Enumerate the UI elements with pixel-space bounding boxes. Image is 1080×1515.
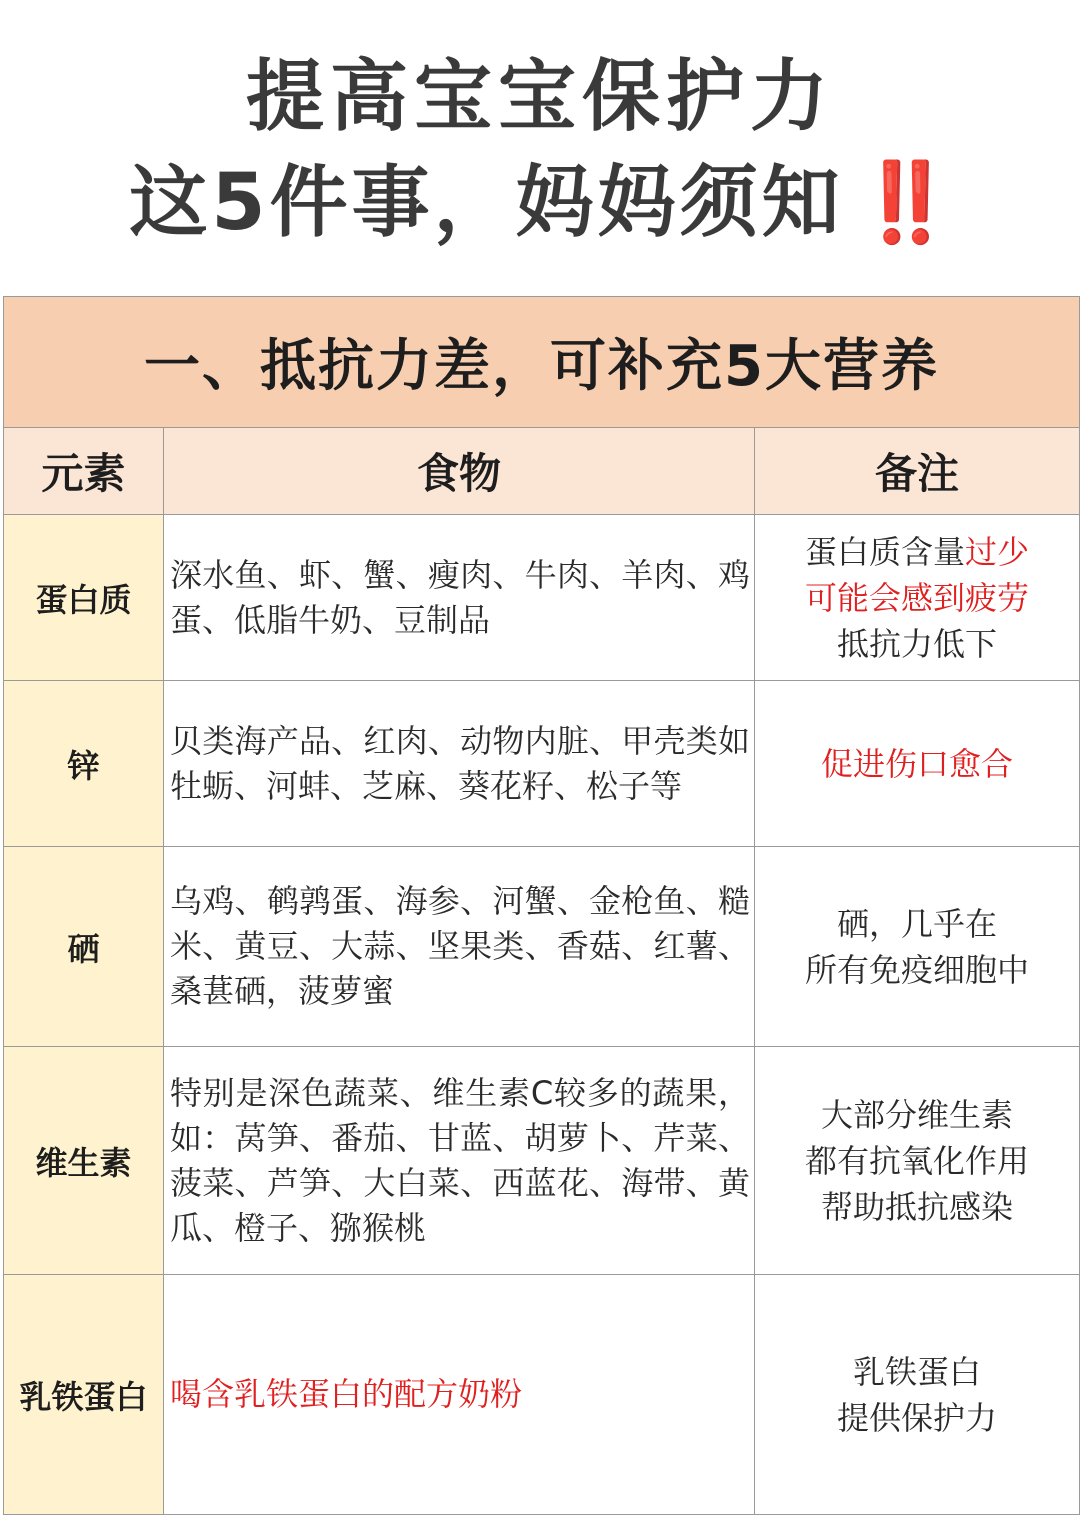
note-text: 乳铁蛋白 xyxy=(853,1352,982,1391)
note-highlight: 过少 xyxy=(965,532,1030,571)
column-header-food: 食物 xyxy=(164,428,755,515)
table-row xyxy=(4,1047,1080,1275)
title-block xyxy=(0,0,1080,295)
food-cell: 特别是深色蔬菜、维生素C较多的蔬果，如：莴笋、番茄、甘蓝、胡萝卜、芹菜、菠菜、芦笋、大白菜、西蓝花、海带、黄瓜、橙子、猕猴桃 xyxy=(164,1047,755,1275)
title-line-1: 提高宝宝保护力 xyxy=(245,52,834,142)
element-cell: 锌 xyxy=(4,681,164,847)
table-row xyxy=(4,681,1080,847)
element-cell: 乳铁蛋白 xyxy=(4,1275,164,1515)
title-line-2-text: 这5件事，妈妈须知 xyxy=(129,158,844,248)
column-header-note: 备注 xyxy=(755,428,1080,515)
section-heading: 一、抵抗力差，可补充5大营养 xyxy=(4,297,1080,428)
title-line-2 xyxy=(0,140,1080,252)
table-row xyxy=(4,515,1080,681)
note-cell xyxy=(755,681,1080,847)
element-cell: 维生素 xyxy=(4,1047,164,1275)
note-text: 大部分维生素 xyxy=(821,1095,1014,1134)
note-text: 所有免疫细胞中 xyxy=(805,950,1030,989)
food-cell: 乌鸡、鹌鹑蛋、海参、河蟹、金枪鱼、糙米、黄豆、大蒜、坚果类、香菇、红薯、桑葚硒，菠萝蜜 xyxy=(164,847,755,1047)
column-header-element: 元素 xyxy=(4,428,164,515)
note-text: 都有抗氧化作用 xyxy=(805,1141,1030,1180)
note-cell xyxy=(755,1275,1080,1515)
food-cell: 贝类海产品、红肉、动物内脏、甲壳类如牡蛎、河蚌、芝麻、葵花籽、松子等 xyxy=(164,681,755,847)
note-cell xyxy=(755,847,1080,1047)
note-text: 提供保护力 xyxy=(837,1398,998,1437)
note-text: 蛋白质含量 xyxy=(805,532,966,571)
note-highlight: 促进伤口愈合 xyxy=(821,744,1014,783)
element-cell: 硒 xyxy=(4,847,164,1047)
food-cell: 喝含乳铁蛋白的配方奶粉 xyxy=(164,1275,755,1515)
note-cell xyxy=(755,1047,1080,1275)
note-text: 抵抗力低下 xyxy=(837,624,998,663)
table-row xyxy=(4,1275,1080,1515)
table-row xyxy=(4,847,1080,1047)
note-text: 帮助抵抗感染 xyxy=(821,1187,1014,1226)
double-exclamation-icon: ‼️ xyxy=(857,158,951,248)
food-cell: 深水鱼、虾、蟹、瘦肉、牛肉、羊肉、鸡蛋、低脂牛奶、豆制品 xyxy=(164,515,755,681)
note-cell xyxy=(755,515,1080,681)
note-text: 硒，几乎在 xyxy=(837,904,998,943)
note-line xyxy=(755,529,1079,575)
nutrition-table xyxy=(3,296,1080,1515)
element-cell: 蛋白质 xyxy=(4,515,164,681)
note-highlight: 可能会感到疲劳 xyxy=(805,578,1030,617)
